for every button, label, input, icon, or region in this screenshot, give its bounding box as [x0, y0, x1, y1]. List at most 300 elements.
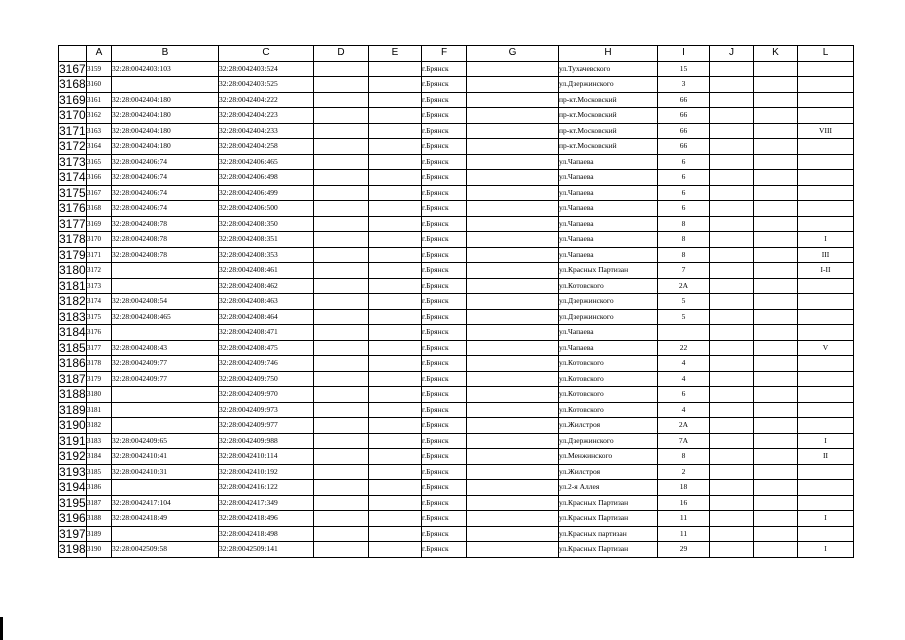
- cell-e[interactable]: [369, 247, 422, 263]
- cell-g[interactable]: [467, 216, 559, 232]
- cell-a[interactable]: 3165: [87, 154, 112, 170]
- cell-c[interactable]: 32:28:0042409:973: [219, 402, 314, 418]
- cell-a[interactable]: 3168: [87, 201, 112, 217]
- cell-d[interactable]: [314, 154, 369, 170]
- cell-g[interactable]: [467, 278, 559, 294]
- cell-f[interactable]: г.Брянск: [422, 123, 467, 139]
- cell-f[interactable]: г.Брянск: [422, 371, 467, 387]
- cell-f[interactable]: г.Брянск: [422, 216, 467, 232]
- cell-c[interactable]: 32:28:0042408:464: [219, 309, 314, 325]
- cell-h[interactable]: ул.Красных Партизан: [559, 542, 658, 558]
- cell-l[interactable]: [798, 325, 854, 341]
- cell-l[interactable]: VIII: [798, 123, 854, 139]
- cell-c[interactable]: 32:28:0042408:350: [219, 216, 314, 232]
- cell-h[interactable]: ул.2-я Аллея: [559, 480, 658, 496]
- cell-b[interactable]: 32:28:0042418:49: [112, 511, 219, 527]
- row-number[interactable]: 3171: [59, 123, 86, 138]
- row-number[interactable]: 3186: [59, 356, 86, 371]
- cell-a[interactable]: 3175: [87, 309, 112, 325]
- cell-d[interactable]: [314, 170, 369, 186]
- cell-a[interactable]: 3183: [87, 433, 112, 449]
- cell-k[interactable]: [754, 278, 798, 294]
- cell-b[interactable]: 32:28:0042410:31: [112, 464, 219, 480]
- cell-h[interactable]: ул.Дзержинского: [559, 309, 658, 325]
- cell-j[interactable]: [710, 511, 754, 527]
- cell-j[interactable]: [710, 123, 754, 139]
- cell-j[interactable]: [710, 77, 754, 93]
- cell-h[interactable]: ул.Котовского: [559, 278, 658, 294]
- cell-i[interactable]: 66: [658, 108, 710, 124]
- cell-c[interactable]: 32:28:0042416:122: [219, 480, 314, 496]
- cell-a[interactable]: 3176: [87, 325, 112, 341]
- cell-a[interactable]: 3181: [87, 402, 112, 418]
- cell-h[interactable]: ул.Котовского: [559, 356, 658, 372]
- cell-e[interactable]: [369, 433, 422, 449]
- cell-g[interactable]: [467, 263, 559, 279]
- cell-c[interactable]: 32:28:0042410:114: [219, 449, 314, 465]
- cell-e[interactable]: [369, 185, 422, 201]
- cell-l[interactable]: [798, 61, 854, 77]
- cell-b[interactable]: 32:28:0042404:180: [112, 108, 219, 124]
- row-number[interactable]: 3198: [59, 542, 86, 557]
- cell-c[interactable]: 32:28:0042403:524: [219, 61, 314, 77]
- column-header[interactable]: B: [112, 46, 219, 62]
- cell-c[interactable]: 32:28:0042408:475: [219, 340, 314, 356]
- cell-d[interactable]: [314, 387, 369, 403]
- cell-l[interactable]: I-II: [798, 263, 854, 279]
- cell-f[interactable]: г.Брянск: [422, 340, 467, 356]
- cell-f[interactable]: г.Брянск: [422, 309, 467, 325]
- cell-h[interactable]: пр-кт.Московский: [559, 92, 658, 108]
- cell-a[interactable]: 3179: [87, 371, 112, 387]
- cell-a[interactable]: 3172: [87, 263, 112, 279]
- cell-a[interactable]: 3162: [87, 108, 112, 124]
- cell-e[interactable]: [369, 526, 422, 542]
- cell-k[interactable]: [754, 356, 798, 372]
- cell-c[interactable]: 32:28:0042406:465: [219, 154, 314, 170]
- cell-h[interactable]: ул.Чапаева: [559, 170, 658, 186]
- cell-f[interactable]: г.Брянск: [422, 278, 467, 294]
- cell-c[interactable]: 32:28:0042418:496: [219, 511, 314, 527]
- row-number[interactable]: 3176: [59, 201, 86, 216]
- cell-d[interactable]: [314, 247, 369, 263]
- cell-k[interactable]: [754, 185, 798, 201]
- cell-i[interactable]: 7: [658, 263, 710, 279]
- cell-c[interactable]: 32:28:0042408:353: [219, 247, 314, 263]
- cell-l[interactable]: I: [798, 542, 854, 558]
- cell-i[interactable]: 11: [658, 526, 710, 542]
- cell-a[interactable]: 3161: [87, 92, 112, 108]
- cell-g[interactable]: [467, 449, 559, 465]
- cell-f[interactable]: г.Брянск: [422, 185, 467, 201]
- cell-i[interactable]: 8: [658, 216, 710, 232]
- cell-b[interactable]: 32:28:0042409:65: [112, 433, 219, 449]
- cell-h[interactable]: ул.Менжинского: [559, 449, 658, 465]
- cell-b[interactable]: 32:28:0042403:103: [112, 61, 219, 77]
- cell-k[interactable]: [754, 526, 798, 542]
- cell-g[interactable]: [467, 232, 559, 248]
- cell-f[interactable]: г.Брянск: [422, 433, 467, 449]
- cell-f[interactable]: г.Брянск: [422, 232, 467, 248]
- cell-a[interactable]: 3171: [87, 247, 112, 263]
- cell-h[interactable]: ул.Чапаева: [559, 232, 658, 248]
- cell-l[interactable]: [798, 92, 854, 108]
- cell-g[interactable]: [467, 154, 559, 170]
- cell-e[interactable]: [369, 356, 422, 372]
- row-number[interactable]: 3174: [59, 170, 86, 185]
- cell-d[interactable]: [314, 480, 369, 496]
- cell-f[interactable]: г.Брянск: [422, 201, 467, 217]
- cell-l[interactable]: [798, 294, 854, 310]
- cell-k[interactable]: [754, 309, 798, 325]
- cell-h[interactable]: ул.Чапаева: [559, 216, 658, 232]
- cell-f[interactable]: г.Брянск: [422, 61, 467, 77]
- cell-l[interactable]: [798, 526, 854, 542]
- cell-d[interactable]: [314, 464, 369, 480]
- cell-i[interactable]: 4: [658, 356, 710, 372]
- cell-g[interactable]: [467, 542, 559, 558]
- row-number[interactable]: 3183: [59, 309, 86, 324]
- cell-d[interactable]: [314, 201, 369, 217]
- cell-g[interactable]: [467, 356, 559, 372]
- cell-g[interactable]: [467, 433, 559, 449]
- cell-k[interactable]: [754, 387, 798, 403]
- cell-k[interactable]: [754, 216, 798, 232]
- cell-k[interactable]: [754, 371, 798, 387]
- cell-k[interactable]: [754, 325, 798, 341]
- cell-c[interactable]: 32:28:0042404:223: [219, 108, 314, 124]
- cell-f[interactable]: г.Брянск: [422, 480, 467, 496]
- cell-c[interactable]: 32:28:0042410:192: [219, 464, 314, 480]
- cell-g[interactable]: [467, 247, 559, 263]
- cell-i[interactable]: 18: [658, 480, 710, 496]
- cell-h[interactable]: ул.Красных партизан: [559, 526, 658, 542]
- cell-a[interactable]: 3163: [87, 123, 112, 139]
- cell-g[interactable]: [467, 139, 559, 155]
- cell-l[interactable]: V: [798, 340, 854, 356]
- cell-d[interactable]: [314, 402, 369, 418]
- cell-a[interactable]: 3174: [87, 294, 112, 310]
- cell-j[interactable]: [710, 402, 754, 418]
- cell-d[interactable]: [314, 77, 369, 93]
- cell-k[interactable]: [754, 542, 798, 558]
- cell-g[interactable]: [467, 77, 559, 93]
- cell-d[interactable]: [314, 278, 369, 294]
- cell-l[interactable]: [798, 154, 854, 170]
- cell-h[interactable]: ул.Чапаева: [559, 247, 658, 263]
- cell-b[interactable]: 32:28:0042406:74: [112, 201, 219, 217]
- row-number[interactable]: 3173: [59, 154, 86, 169]
- cell-e[interactable]: [369, 77, 422, 93]
- cell-d[interactable]: [314, 511, 369, 527]
- cell-l[interactable]: II: [798, 449, 854, 465]
- cell-i[interactable]: 6: [658, 387, 710, 403]
- cell-c[interactable]: 32:28:0042509:141: [219, 542, 314, 558]
- cell-l[interactable]: III: [798, 247, 854, 263]
- cell-j[interactable]: [710, 294, 754, 310]
- cell-d[interactable]: [314, 325, 369, 341]
- cell-e[interactable]: [369, 232, 422, 248]
- cell-f[interactable]: г.Брянск: [422, 247, 467, 263]
- cell-h[interactable]: ул.Чапаева: [559, 185, 658, 201]
- row-number[interactable]: 3180: [59, 263, 86, 278]
- cell-a[interactable]: 3190: [87, 542, 112, 558]
- cell-e[interactable]: [369, 123, 422, 139]
- cell-h[interactable]: ул.Чапаева: [559, 201, 658, 217]
- cell-g[interactable]: [467, 201, 559, 217]
- cell-a[interactable]: 3159: [87, 61, 112, 77]
- cell-h[interactable]: ул.Красных Партизан: [559, 263, 658, 279]
- cell-j[interactable]: [710, 61, 754, 77]
- cell-d[interactable]: [314, 309, 369, 325]
- cell-c[interactable]: 32:28:0042408:471: [219, 325, 314, 341]
- row-number[interactable]: 3188: [59, 387, 86, 402]
- row-number[interactable]: 3181: [59, 278, 86, 293]
- cell-e[interactable]: [369, 480, 422, 496]
- cell-i[interactable]: 11: [658, 511, 710, 527]
- row-number[interactable]: 3193: [59, 464, 86, 479]
- cell-l[interactable]: [798, 387, 854, 403]
- cell-f[interactable]: г.Брянск: [422, 294, 467, 310]
- cell-k[interactable]: [754, 232, 798, 248]
- cell-l[interactable]: [798, 464, 854, 480]
- cell-a[interactable]: 3188: [87, 511, 112, 527]
- cell-k[interactable]: [754, 449, 798, 465]
- cell-j[interactable]: [710, 325, 754, 341]
- row-number[interactable]: 3175: [59, 185, 86, 200]
- cell-f[interactable]: г.Брянск: [422, 325, 467, 341]
- cell-i[interactable]: 8: [658, 449, 710, 465]
- row-number[interactable]: 3168: [59, 77, 86, 92]
- cell-h[interactable]: пр-кт.Московский: [559, 108, 658, 124]
- column-header[interactable]: D: [314, 46, 369, 62]
- cell-l[interactable]: [798, 77, 854, 93]
- cell-g[interactable]: [467, 61, 559, 77]
- cell-h[interactable]: ул.Тухачевского: [559, 61, 658, 77]
- cell-h[interactable]: ул.Дзержинского: [559, 294, 658, 310]
- cell-j[interactable]: [710, 247, 754, 263]
- cell-b[interactable]: [112, 77, 219, 93]
- cell-e[interactable]: [369, 387, 422, 403]
- cell-l[interactable]: [798, 216, 854, 232]
- cell-i[interactable]: 2А: [658, 278, 710, 294]
- cell-b[interactable]: [112, 402, 219, 418]
- cell-g[interactable]: [467, 340, 559, 356]
- cell-k[interactable]: [754, 92, 798, 108]
- cell-l[interactable]: [798, 108, 854, 124]
- cell-j[interactable]: [710, 309, 754, 325]
- cell-b[interactable]: 32:28:0042408:78: [112, 232, 219, 248]
- cell-a[interactable]: 3164: [87, 139, 112, 155]
- cell-f[interactable]: г.Брянск: [422, 464, 467, 480]
- corner-header[interactable]: [59, 46, 87, 62]
- cell-b[interactable]: 32:28:0042406:74: [112, 154, 219, 170]
- cell-c[interactable]: 32:28:0042403:525: [219, 77, 314, 93]
- cell-b[interactable]: [112, 278, 219, 294]
- cell-k[interactable]: [754, 139, 798, 155]
- cell-i[interactable]: [658, 325, 710, 341]
- cell-j[interactable]: [710, 480, 754, 496]
- cell-j[interactable]: [710, 170, 754, 186]
- cell-d[interactable]: [314, 123, 369, 139]
- cell-f[interactable]: г.Брянск: [422, 449, 467, 465]
- cell-a[interactable]: 3180: [87, 387, 112, 403]
- cell-h[interactable]: ул.Котовского: [559, 371, 658, 387]
- row-number[interactable]: 3178: [59, 232, 86, 247]
- cell-c[interactable]: 32:28:0042408:351: [219, 232, 314, 248]
- cell-b[interactable]: 32:28:0042404:180: [112, 92, 219, 108]
- cell-d[interactable]: [314, 526, 369, 542]
- cell-d[interactable]: [314, 92, 369, 108]
- row-number[interactable]: 3190: [59, 418, 86, 433]
- cell-b[interactable]: 32:28:0042404:180: [112, 123, 219, 139]
- cell-j[interactable]: [710, 154, 754, 170]
- row-number[interactable]: 3172: [59, 139, 86, 154]
- cell-d[interactable]: [314, 449, 369, 465]
- cell-h[interactable]: ул.Чапаева: [559, 325, 658, 341]
- column-header[interactable]: E: [369, 46, 422, 62]
- cell-i[interactable]: 66: [658, 123, 710, 139]
- cell-j[interactable]: [710, 387, 754, 403]
- cell-a[interactable]: 3185: [87, 464, 112, 480]
- cell-f[interactable]: г.Брянск: [422, 92, 467, 108]
- cell-f[interactable]: г.Брянск: [422, 495, 467, 511]
- cell-c[interactable]: 32:28:0042409:977: [219, 418, 314, 434]
- row-number[interactable]: 3189: [59, 402, 86, 417]
- cell-d[interactable]: [314, 232, 369, 248]
- cell-d[interactable]: [314, 418, 369, 434]
- cell-j[interactable]: [710, 418, 754, 434]
- cell-d[interactable]: [314, 371, 369, 387]
- cell-c[interactable]: 32:28:0042409:746: [219, 356, 314, 372]
- cell-d[interactable]: [314, 185, 369, 201]
- cell-l[interactable]: [798, 170, 854, 186]
- cell-a[interactable]: 3160: [87, 77, 112, 93]
- cell-e[interactable]: [369, 309, 422, 325]
- cell-c[interactable]: 32:28:0042409:970: [219, 387, 314, 403]
- cell-l[interactable]: [798, 402, 854, 418]
- cell-k[interactable]: [754, 294, 798, 310]
- cell-a[interactable]: 3170: [87, 232, 112, 248]
- cell-e[interactable]: [369, 294, 422, 310]
- cell-c[interactable]: 32:28:0042418:498: [219, 526, 314, 542]
- cell-a[interactable]: 3184: [87, 449, 112, 465]
- cell-i[interactable]: 4: [658, 402, 710, 418]
- cell-k[interactable]: [754, 464, 798, 480]
- cell-b[interactable]: 32:28:0042408:54: [112, 294, 219, 310]
- cell-j[interactable]: [710, 278, 754, 294]
- cell-i[interactable]: 6: [658, 154, 710, 170]
- cell-k[interactable]: [754, 154, 798, 170]
- cell-k[interactable]: [754, 123, 798, 139]
- cell-d[interactable]: [314, 542, 369, 558]
- row-number[interactable]: 3195: [59, 495, 86, 510]
- row-number[interactable]: 3196: [59, 511, 86, 526]
- cell-e[interactable]: [369, 108, 422, 124]
- cell-f[interactable]: г.Брянск: [422, 263, 467, 279]
- cell-l[interactable]: [798, 201, 854, 217]
- cell-f[interactable]: г.Брянск: [422, 526, 467, 542]
- cell-i[interactable]: 8: [658, 232, 710, 248]
- cell-k[interactable]: [754, 170, 798, 186]
- cell-b[interactable]: 32:28:0042509:58: [112, 542, 219, 558]
- cell-a[interactable]: 3173: [87, 278, 112, 294]
- cell-j[interactable]: [710, 449, 754, 465]
- cell-a[interactable]: 3166: [87, 170, 112, 186]
- cell-j[interactable]: [710, 356, 754, 372]
- cell-d[interactable]: [314, 433, 369, 449]
- cell-e[interactable]: [369, 154, 422, 170]
- cell-i[interactable]: 2: [658, 464, 710, 480]
- cell-h[interactable]: пр-кт.Московский: [559, 123, 658, 139]
- cell-g[interactable]: [467, 464, 559, 480]
- cell-j[interactable]: [710, 263, 754, 279]
- cell-d[interactable]: [314, 495, 369, 511]
- cell-d[interactable]: [314, 294, 369, 310]
- cell-f[interactable]: г.Брянск: [422, 511, 467, 527]
- cell-b[interactable]: 32:28:0042404:180: [112, 139, 219, 155]
- cell-a[interactable]: 3189: [87, 526, 112, 542]
- cell-g[interactable]: [467, 387, 559, 403]
- cell-j[interactable]: [710, 526, 754, 542]
- row-number[interactable]: 3182: [59, 294, 86, 309]
- cell-b[interactable]: 32:28:0042409:77: [112, 371, 219, 387]
- column-header[interactable]: A: [87, 46, 112, 62]
- cell-l[interactable]: I: [798, 232, 854, 248]
- cell-l[interactable]: [798, 495, 854, 511]
- cell-e[interactable]: [369, 201, 422, 217]
- cell-h[interactable]: ул.Красных Партизан: [559, 511, 658, 527]
- cell-d[interactable]: [314, 263, 369, 279]
- cell-e[interactable]: [369, 371, 422, 387]
- cell-b[interactable]: 32:28:0042410:41: [112, 449, 219, 465]
- cell-l[interactable]: [798, 418, 854, 434]
- cell-c[interactable]: 32:28:0042408:462: [219, 278, 314, 294]
- cell-h[interactable]: ул.Жилстроя: [559, 418, 658, 434]
- cell-i[interactable]: 29: [658, 542, 710, 558]
- cell-k[interactable]: [754, 402, 798, 418]
- cell-l[interactable]: I: [798, 511, 854, 527]
- cell-f[interactable]: г.Брянск: [422, 387, 467, 403]
- cell-g[interactable]: [467, 526, 559, 542]
- cell-i[interactable]: 15: [658, 61, 710, 77]
- cell-j[interactable]: [710, 108, 754, 124]
- column-header[interactable]: C: [219, 46, 314, 62]
- row-number[interactable]: 3169: [59, 92, 86, 107]
- cell-g[interactable]: [467, 294, 559, 310]
- cell-j[interactable]: [710, 139, 754, 155]
- cell-g[interactable]: [467, 325, 559, 341]
- cell-b[interactable]: 32:28:0042408:78: [112, 216, 219, 232]
- cell-i[interactable]: 4: [658, 371, 710, 387]
- cell-l[interactable]: [798, 278, 854, 294]
- column-header[interactable]: H: [559, 46, 658, 62]
- cell-d[interactable]: [314, 356, 369, 372]
- cell-i[interactable]: 6: [658, 185, 710, 201]
- cell-g[interactable]: [467, 170, 559, 186]
- cell-i[interactable]: 66: [658, 92, 710, 108]
- cell-c[interactable]: 32:28:0042409:988: [219, 433, 314, 449]
- cell-k[interactable]: [754, 340, 798, 356]
- row-number[interactable]: 3177: [59, 216, 86, 231]
- row-number[interactable]: 3184: [59, 325, 86, 340]
- cell-g[interactable]: [467, 92, 559, 108]
- cell-b[interactable]: [112, 480, 219, 496]
- cell-a[interactable]: 3182: [87, 418, 112, 434]
- cell-a[interactable]: 3167: [87, 185, 112, 201]
- cell-c[interactable]: 32:28:0042406:499: [219, 185, 314, 201]
- cell-e[interactable]: [369, 263, 422, 279]
